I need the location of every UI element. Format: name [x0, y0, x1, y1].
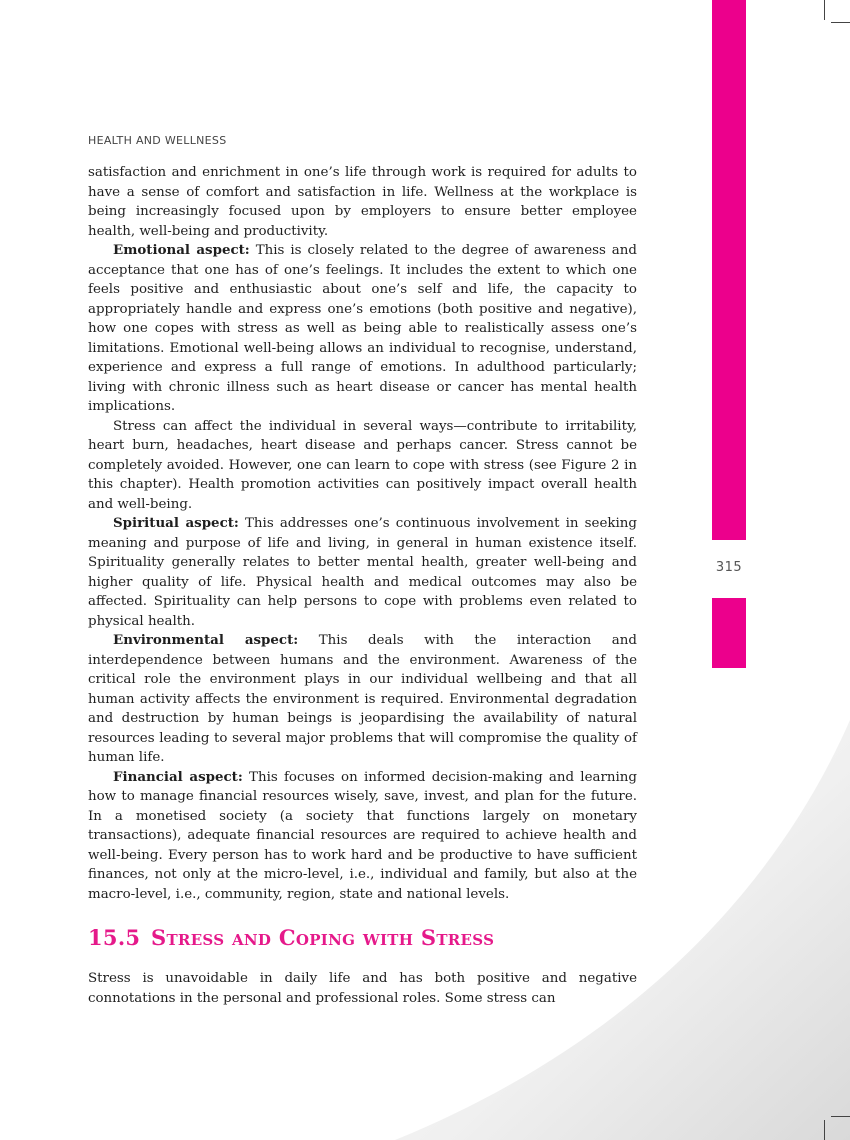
section-heading: [88, 924, 637, 952]
paragraph-spiritual: [88, 514, 637, 631]
financial-aspect-text: This focuses on informed decision-making and learning how to manage financial resources wisely, save, invest, and plan for the future. In a monetised society (a society that functions largely on monetary transactions), adequate financial resources are required to achieve health and well-being. Every person has to work hard and be productive to have sufficient finances, not only at the micro-level, i.e., individual and family, but also at the macro-level, i.e., community, region, state and national levels.: [88, 769, 637, 902]
emotional-aspect-text: This is closely related to the degree of awareness and acceptance that one has of one’s feelings. It includes the extent to which one feels positive and enthusiastic about one’s self and life, the capacity to appropriately handle and express one’s emotions (both positive and negative), how one copes with stress as well as being able to realistically assess one’s limitations. Emotional well-being allows an individual to recognise, understand, experience and express a full range of emotions. In adulthood particularly; living with chronic illness such as heart disease or cancer has mental health implications.: [88, 243, 637, 414]
main-content: [88, 163, 637, 1008]
section-title: Stress and Coping with Stress: [151, 925, 495, 950]
paragraph-emotional: [88, 241, 637, 417]
page-number: 315: [715, 560, 743, 575]
crop-mark-top-vertical: [824, 0, 825, 20]
crop-mark-top-horizontal: [831, 22, 850, 23]
paragraph-workplace: satisfaction and enrichment in one’s life through work is required for adults to have a sense of comfort and satisfaction in life. Wellness at the workplace is being increasingly focused upon by employers to ensure better employee health, well-being and productivity.: [88, 165, 637, 239]
environmental-aspect-text: This deals with the interaction and interdependence between humans and the environment. Awareness of the critical role the environment plays in our individual wellbeing and that all human activity affects the environment is required. Environmental degradation and destruction by human beings is jeopardising the availability of natural resources leading to several major problems that will compromise the quality of human life.: [88, 633, 637, 765]
spiritual-aspect-label: Spiritual aspect:: [113, 515, 239, 531]
spiritual-aspect-text: This addresses one’s continuous involvement in seeking meaning and purpose of life and living, in general in human existence itself. Spirituality generally relates to better mental health, greater well-being and higher quality of life. Physical health and medical outcomes may also be affected. Spirituality can help persons to cope with problems even related to physical health.: [88, 516, 637, 629]
running-head: HEALTH AND WELLNESS: [88, 134, 227, 147]
financial-aspect-label: Financial aspect:: [113, 768, 243, 785]
environmental-aspect-label: Environmental aspect:: [113, 632, 299, 648]
side-bar-lower: [712, 598, 746, 668]
crop-mark-bottom-horizontal: [831, 1116, 850, 1117]
side-bar-upper: [712, 0, 746, 540]
paragraph-environmental: [88, 631, 637, 768]
crop-mark-bottom-vertical: [824, 1120, 825, 1140]
section-number: 15.5: [88, 925, 141, 950]
emotional-aspect-label: Emotional aspect:: [113, 242, 250, 258]
paragraph-section-intro: Stress is unavoidable in daily life and has both positive and negative connotations in the personal and professional roles. Some stress can: [88, 971, 637, 1006]
paragraph-stress: Stress can affect the individual in several ways—contribute to irritability, heart burn, headaches, heart disease and perhaps cancer. Stress cannot be completely avoided. However, one can learn to cope with stress (see Figure 2 in this chapter). Health promotion activities can positively impact overall health and well-being.: [88, 418, 637, 512]
paragraph-financial: [88, 768, 637, 905]
